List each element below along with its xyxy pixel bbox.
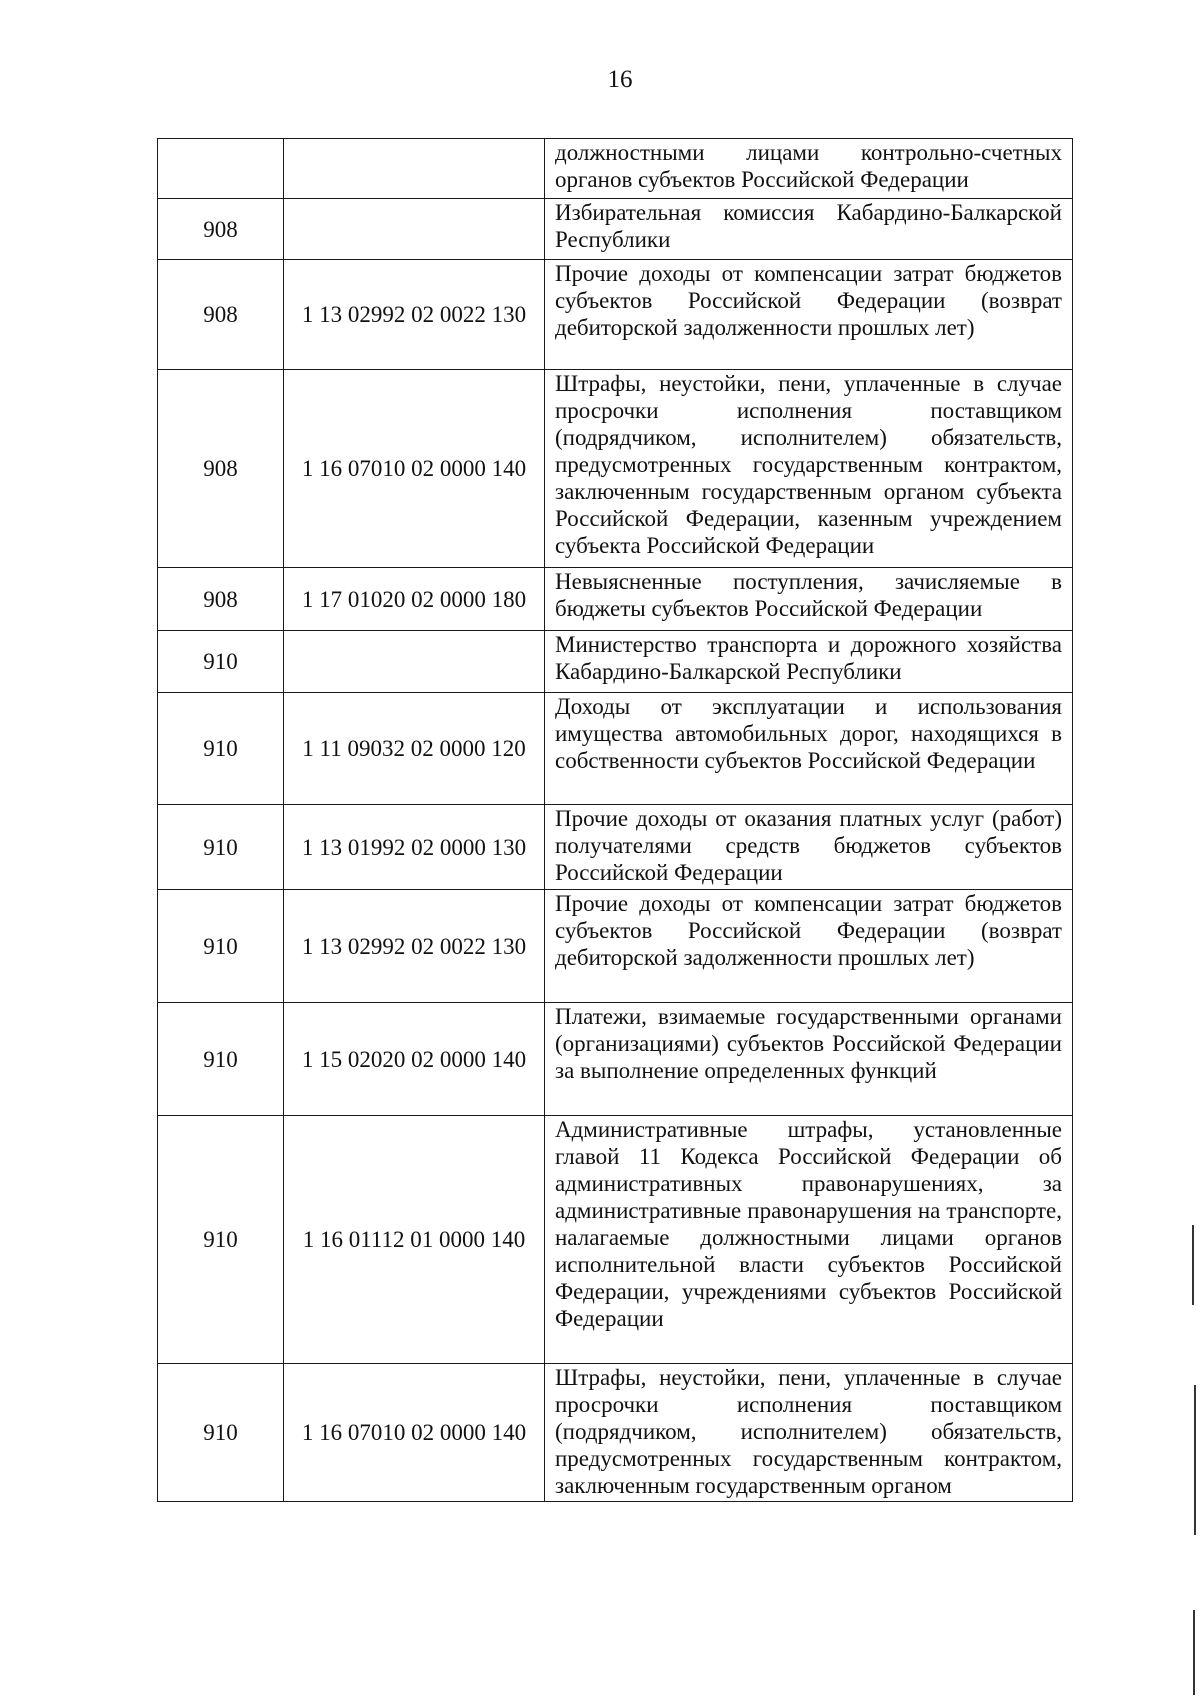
admin-code-cell: 908 [158, 370, 284, 568]
budget-code-cell: 1 15 02020 02 0000 140 [284, 1003, 545, 1116]
page-number: 16 [607, 66, 633, 93]
budget-code-cell: 1 16 01112 01 0000 140 [284, 1116, 545, 1364]
admin-code-cell: 910 [158, 1003, 284, 1116]
admin-code-cell: 910 [158, 805, 284, 890]
description-cell: Избирательная комиссия Кабардино-Балкарской Республики [545, 199, 1073, 260]
budget-code-cell: 1 11 09032 02 0000 120 [284, 693, 545, 805]
description-cell: Невыясненные поступления, зачисляемые в бюджеты субъектов Российской Федерации [545, 568, 1073, 631]
admin-code-cell: 910 [158, 890, 284, 1003]
description-cell: Прочие доходы от оказания платных услуг (работ) получателями средств бюджетов субъектов Российской Федерации [545, 805, 1073, 890]
table-row [158, 139, 1073, 199]
scan-edge-mark [1194, 1385, 1196, 1535]
scan-edge-mark [1192, 1225, 1194, 1305]
budget-code-cell: 1 13 02992 02 0022 130 [284, 890, 545, 1003]
table-row [158, 1116, 1073, 1364]
budget-code-cell: 1 17 01020 02 0000 180 [284, 568, 545, 631]
table-row [158, 260, 1073, 370]
table-row [158, 1003, 1073, 1116]
table-row [158, 1364, 1073, 1502]
description-cell: Доходы от эксплуатации и использования имущества автомобильных дорог, находящихся в собственности субъектов Российской Федерации [545, 693, 1073, 805]
table-row [158, 568, 1073, 631]
budget-code-cell: 1 16 07010 02 0000 140 [284, 1364, 545, 1502]
revenue-codes-table [157, 138, 1073, 1502]
admin-code-cell: 910 [158, 1364, 284, 1502]
scan-edge-mark [1193, 1610, 1195, 1695]
budget-code-cell [284, 139, 545, 199]
budget-code-cell: 1 13 01992 02 0000 130 [284, 805, 545, 890]
description-cell: Штрафы, неустойки, пени, уплаченные в случае просрочки исполнения поставщиком (подрядчиком, исполнителем) обязательств, предусмотренных государственным контрактом, заключенным государственным органом субъекта Российской Федерации, казенным учреждением субъекта Российской Федерации [545, 370, 1073, 568]
description-cell: Министерство транспорта и дорожного хозяйства Кабардино-Балкарской Республики [545, 631, 1073, 693]
admin-code-cell: 908 [158, 260, 284, 370]
admin-code-cell [158, 139, 284, 199]
budget-code-cell: 1 16 07010 02 0000 140 [284, 370, 545, 568]
description-cell: Прочие доходы от компенсации затрат бюджетов субъектов Российской Федерации (возврат дебиторской задолженности прошлых лет) [545, 260, 1073, 370]
budget-code-cell: 1 13 02992 02 0022 130 [284, 260, 545, 370]
admin-code-cell: 910 [158, 693, 284, 805]
description-cell: Прочие доходы от компенсации затрат бюджетов субъектов Российской Федерации (возврат дебиторской задолженности прошлых лет) [545, 890, 1073, 1003]
table-row [158, 631, 1073, 693]
description-cell: Платежи, взимаемые государственными органами (организациями) субъектов Российской Федерации за выполнение определенных функций [545, 1003, 1073, 1116]
admin-code-cell: 908 [158, 568, 284, 631]
table-row [158, 370, 1073, 568]
description-cell: Штрафы, неустойки, пени, уплаченные в случае просрочки исполнения поставщиком (подрядчиком, исполнителем) обязательств, предусмотренных государственным контрактом, заключенным государственным органом [545, 1364, 1073, 1502]
admin-code-cell: 910 [158, 1116, 284, 1364]
description-cell: Административные штрафы, установленные главой 11 Кодекса Российской Федерации об административных правонарушениях, за административные правонарушения на транспорте, налагаемые должностными лицами органов исполнительной власти субъектов Российской Федерации, учреждениями субъектов Российской Федерации [545, 1116, 1073, 1364]
table-row [158, 693, 1073, 805]
budget-code-cell [284, 631, 545, 693]
description-cell: должностными лицами контрольно-счетных органов субъектов Российской Федерации [545, 139, 1073, 199]
table-row [158, 805, 1073, 890]
table-row [158, 890, 1073, 1003]
budget-code-cell [284, 199, 545, 260]
table-row [158, 199, 1073, 260]
admin-code-cell: 908 [158, 199, 284, 260]
admin-code-cell: 910 [158, 631, 284, 693]
